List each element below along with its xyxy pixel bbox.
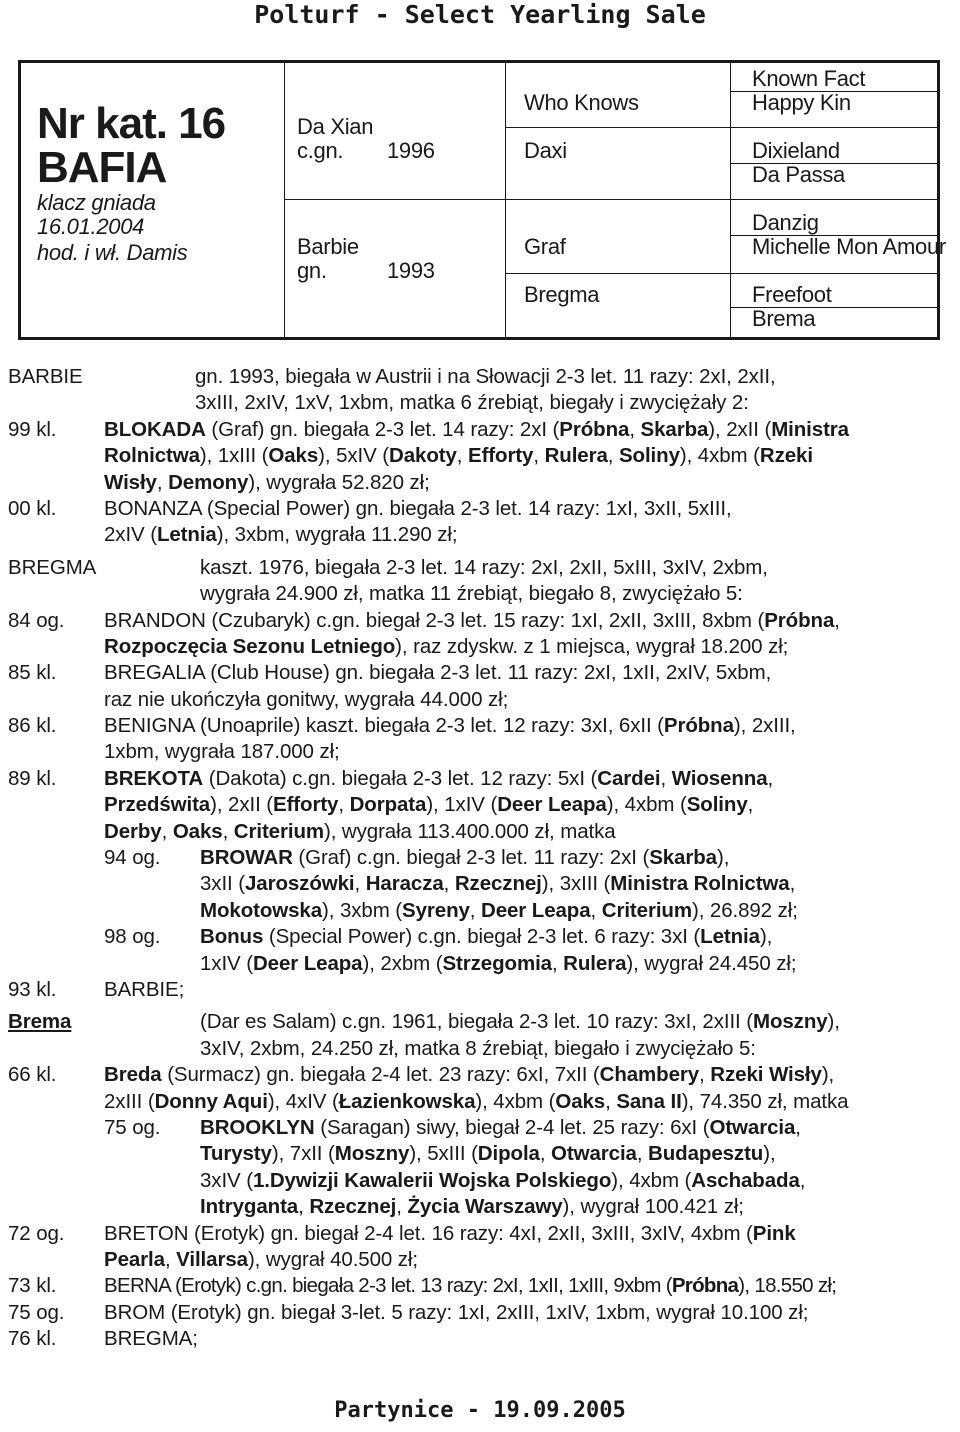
text-run: ,	[636, 1142, 649, 1166]
offspring-label: 75 og.	[104, 1115, 161, 1139]
text-run: ), wygrał 24.450 zł;	[626, 951, 797, 975]
line-text	[200, 1194, 744, 1220]
text-run: (Graf) gn. biegała 2-3 let. 14 razy: 2xI (	[205, 417, 560, 441]
great-grandparent-name: Da Passa	[752, 162, 845, 187]
text-run: ), 2xII (	[708, 417, 772, 441]
text-line	[0, 555, 960, 581]
text-run: (Special Power) c.gn. biegał 2-3 let. 6 razy: 3xI (	[263, 925, 701, 949]
text-run: ,	[767, 766, 774, 790]
page-header	[0, 0, 960, 30]
line-label: 86 kl.	[8, 714, 57, 738]
text-line	[0, 1089, 960, 1115]
race-name: Criterium	[601, 898, 692, 922]
family-history	[0, 364, 960, 1352]
text-run: ), 7xII (	[271, 1142, 335, 1166]
line-text	[104, 470, 430, 496]
line-text	[104, 819, 616, 845]
text-run: BROM (Erotyk) gn. biegał 3-let. 5 razy: 1xI, 2xIII, 1xIV, 1xbm, wygrał 10.100 zł;	[104, 1300, 809, 1324]
grandparent-name: Who Knows	[524, 90, 639, 115]
race-name: Soliny	[686, 793, 748, 817]
line-label: 99 kl.	[8, 417, 57, 441]
text-run: ,	[456, 444, 468, 468]
race-name: Criterium	[233, 819, 324, 843]
text-run: BARBIE;	[104, 977, 185, 1001]
text-line	[0, 443, 960, 469]
text-run: ), 5xIII (	[409, 1142, 478, 1166]
text-run: wygrała 24.900 zł, matka 11 źrebiąt, biegało 8, zwyciężało 5:	[200, 582, 743, 606]
race-name: Dipola	[477, 1142, 540, 1166]
sire-name: Da Xian	[297, 114, 374, 139]
text-line	[0, 470, 960, 496]
text-run: ,	[298, 1195, 310, 1219]
page-footer	[0, 1398, 960, 1423]
race-name: Próbna	[764, 608, 835, 632]
text-line	[0, 1168, 960, 1194]
text-run: raz nie ukończyła gonitwy, wygrała 44.000 zł;	[104, 687, 509, 711]
text-run: ), 26.892 zł;	[691, 898, 798, 922]
race-name: Turysty	[200, 1142, 272, 1166]
race-name: Donny Aqui	[154, 1089, 268, 1113]
text-run: ), 3xIII (	[541, 872, 611, 896]
race-name: Strzegomia	[442, 951, 552, 975]
line-text	[104, 1247, 418, 1273]
line-label: Brema	[8, 1010, 72, 1034]
horse-sex-color: klacz gniada	[37, 190, 156, 215]
dam-year: 1993	[387, 258, 435, 283]
grandparent-name: Graf	[524, 234, 566, 259]
line-text	[200, 1141, 776, 1167]
race-name: Syreny	[402, 898, 470, 922]
race-name: Sana II	[616, 1089, 682, 1113]
race-name: Budapesztu	[648, 1142, 764, 1166]
text-run: 3xIV, 2xbm, 24.250 zł, matka 8 źrebiąt, biegało i zwyciężało 5:	[200, 1036, 756, 1060]
text-run: (Surmacz) gn. biegała 2-4 let. 23 razy: 6xI, 7xII (	[161, 1063, 600, 1087]
text-run: (Graf) c.gn. biegał 2-3 let. 11 razy: 2xI (	[292, 846, 650, 870]
text-run: BRETON (Erotyk) gn. biegał 2-4 let. 16 razy: 4xI, 2xII, 3xIII, 3xIV, 4xbm (	[104, 1221, 753, 1245]
line-label: 75 og.	[8, 1300, 65, 1324]
text-run: ,	[533, 444, 545, 468]
race-name: Chambery	[599, 1063, 700, 1087]
race-name: Mokotowska	[200, 898, 323, 922]
text-run: kaszt. 1976, biegała 2-3 let. 14 razy: 2xI, 2xII, 5xIII, 3xIV, 2xbm,	[200, 555, 768, 579]
great-grandparent-name: Known Fact	[752, 66, 866, 91]
line-text	[104, 1326, 198, 1352]
catalog-number: Nr kat. 16	[37, 99, 226, 148]
text-line	[0, 1247, 960, 1273]
great-grandparent-name: Freefoot	[752, 282, 832, 307]
line-text	[200, 871, 795, 897]
race-name: Rzeki Wisły	[710, 1063, 822, 1087]
race-name: BROOKLYN	[200, 1115, 315, 1139]
race-name: Próbna	[671, 1274, 739, 1298]
text-run: ,	[699, 1063, 711, 1087]
text-run: ), 4xbm (	[606, 793, 687, 817]
text-line	[0, 792, 960, 818]
text-line	[0, 608, 960, 634]
line-text	[104, 1062, 834, 1088]
race-name: Intryganta	[200, 1195, 299, 1219]
race-name: Demony	[168, 470, 249, 494]
text-run: ,	[747, 793, 754, 817]
text-run: ), 2xbm (	[362, 951, 443, 975]
text-run: BENIGNA (Unoaprile) kaszt. biegała 2-3 let. 12 razy: 3xI, 6xII (	[104, 714, 664, 738]
race-name: Villarsa	[176, 1247, 248, 1271]
race-name: BREKOTA	[104, 766, 204, 790]
text-line	[0, 819, 960, 845]
race-name: Letnia	[156, 523, 217, 547]
text-run: ,	[222, 819, 234, 843]
race-name: Ministra Rolnictwa	[610, 872, 790, 896]
text-line	[0, 924, 960, 950]
race-name: Przedświta	[104, 793, 211, 817]
text-line	[0, 766, 960, 792]
line-text	[104, 792, 753, 818]
text-run: ,	[799, 1168, 806, 1192]
sire-color: c.gn.	[297, 138, 344, 163]
text-run: ), 1xIII (	[199, 444, 269, 468]
text-run: ,	[443, 872, 455, 896]
text-run: 3xIII, 2xIV, 1xV, 1xbm, matka 6 źrebiąt, biegały i zwyciężały 2:	[195, 391, 749, 415]
text-line	[0, 1036, 960, 1062]
text-run: ), wygrała 52.820 zł;	[248, 470, 430, 494]
text-line	[0, 522, 960, 548]
text-run: ,	[629, 417, 641, 441]
text-run: ), 74.350 zł, matka	[681, 1089, 849, 1113]
race-name: 1.Dywizji Kawalerii Wojska Polskiego	[252, 1168, 612, 1192]
text-run: 2xIV (	[104, 523, 157, 547]
race-name: Rulera	[563, 951, 627, 975]
sale-date: Partynice - 19.09.2005	[334, 1398, 626, 1423]
text-line	[0, 871, 960, 897]
great-grandparent-name: Brema	[752, 306, 816, 331]
text-run: BRANDON (Czubaryk) c.gn. biegał 2-3 let. 15 razy: 1xI, 2xII, 3xIII, 8xbm (	[104, 608, 765, 632]
line-label: 93 kl.	[8, 977, 57, 1001]
text-run: ,	[354, 872, 366, 896]
race-name: Oaks	[555, 1089, 606, 1113]
text-run: ,	[338, 793, 350, 817]
line-label: 66 kl.	[8, 1063, 57, 1087]
grandparent-name: Bregma	[524, 282, 600, 307]
text-run: ), 2xII (	[210, 793, 273, 817]
race-name: Derby	[104, 819, 162, 843]
race-name: Skarba	[649, 846, 717, 870]
text-run: 2xIII (	[104, 1089, 155, 1113]
line-text	[104, 1221, 796, 1247]
text-run: ),	[827, 1010, 840, 1034]
line-text	[195, 364, 776, 390]
line-text	[200, 924, 772, 950]
text-line	[0, 1194, 960, 1220]
race-name: Bonus	[200, 925, 264, 949]
text-run: BREGALIA (Club House) gn. biegała 2-3 let. 11 razy: 2xI, 1xII, 2xIV, 5xbm,	[104, 661, 772, 685]
line-text	[104, 443, 813, 469]
text-run: ,	[161, 819, 173, 843]
line-text	[200, 845, 729, 871]
text-run: ), 1xIV (	[426, 793, 498, 817]
race-name: Życia Warszawy	[407, 1195, 563, 1219]
race-name: Wisły	[104, 470, 157, 494]
text-run: ,	[551, 951, 564, 975]
text-run: ), 4xbm (	[611, 1168, 692, 1192]
horse-breeder: hod. i wł. Damis	[37, 240, 188, 265]
pedigree-divider	[505, 127, 940, 128]
pedigree-divider	[505, 63, 506, 337]
text-line	[0, 713, 960, 739]
race-name: Rzecznej	[309, 1195, 397, 1219]
text-run: (Dakota) c.gn. biegała 2-3 let. 12 razy: 5xI (	[203, 766, 598, 790]
text-run: ), wygrał 100.421 zł;	[562, 1195, 744, 1219]
great-grandparent-name: Dixieland	[752, 138, 840, 163]
text-line	[0, 1009, 960, 1035]
line-text	[200, 898, 798, 924]
race-name: Rolnictwa	[104, 444, 200, 468]
text-run: ), 5xIV (	[318, 444, 390, 468]
pedigree-divider	[284, 199, 940, 200]
race-name: Deer Leapa	[481, 898, 591, 922]
text-run: ,	[164, 1247, 177, 1271]
pedigree-table	[18, 60, 946, 340]
line-text	[104, 1089, 848, 1115]
grandparent-name: Daxi	[524, 138, 567, 163]
text-run: ), 3xbm (	[322, 898, 403, 922]
text-run: BONANZA (Special Power) gn. biegała 2-3 let. 14 razy: 1xI, 3xII, 5xIII,	[104, 496, 732, 520]
race-name: Dorpata	[349, 793, 427, 817]
text-line	[0, 898, 960, 924]
race-name: Moszny	[334, 1142, 410, 1166]
text-run: ,	[156, 470, 169, 494]
race-name: Rozpoczęcia Sezonu Letniego	[104, 634, 396, 658]
text-line	[0, 845, 960, 871]
text-run: ,	[789, 872, 796, 896]
line-text	[200, 1115, 801, 1141]
line-text	[104, 522, 457, 548]
race-name: Haracza	[365, 872, 444, 896]
text-run: ,	[795, 1115, 801, 1139]
text-line	[0, 687, 960, 713]
text-run: 3xIV (	[200, 1168, 253, 1192]
text-line	[0, 1062, 960, 1088]
text-run: ,	[660, 766, 672, 790]
race-name: Aschabada	[691, 1168, 800, 1192]
text-run: ,	[539, 1142, 552, 1166]
line-text	[104, 977, 184, 1003]
text-run: ), 4xIV (	[267, 1089, 339, 1113]
race-name: Próbna	[559, 417, 630, 441]
pedigree-divider	[730, 63, 731, 337]
text-run: ), 4xbm (	[679, 444, 760, 468]
line-text	[104, 766, 773, 792]
great-grandparent-name: Happy Kin	[752, 90, 851, 115]
line-text	[104, 739, 340, 765]
line-label: 89 kl.	[8, 766, 57, 790]
great-grandparent-name: Michelle Mon Amour	[752, 234, 946, 259]
text-run: BREGMA;	[104, 1327, 198, 1351]
text-line	[0, 951, 960, 977]
race-name: Efforty	[273, 793, 339, 817]
line-text	[200, 555, 768, 581]
text-run: 1xIV (	[200, 951, 253, 975]
offspring-label: 94 og.	[104, 846, 161, 870]
race-name: Rzeki	[759, 444, 813, 468]
text-line	[0, 364, 960, 390]
text-run: ), wygrał 40.500 zł;	[247, 1247, 418, 1271]
line-label: 84 og.	[8, 608, 65, 632]
race-name: Skarba	[640, 417, 709, 441]
race-name: Oaks	[268, 444, 319, 468]
text-run: ), 18.550 zł;	[738, 1274, 837, 1298]
race-name: Efforty	[468, 444, 534, 468]
race-name: Rzecznej	[454, 872, 542, 896]
race-name: Soliny	[618, 444, 680, 468]
race-name: Rulera	[544, 444, 608, 468]
horse-name: BAFIA	[37, 143, 167, 192]
sale-title: Polturf - Select Yearling Sale	[254, 0, 706, 29]
race-name: Otwarcia	[551, 1142, 637, 1166]
line-label: 72 og.	[8, 1221, 65, 1245]
line-text	[104, 687, 508, 713]
text-run: ,	[469, 898, 481, 922]
text-run: gn. 1993, biegała w Austrii i na Słowacji 2-3 let. 11 razy: 2xI, 2xII,	[195, 365, 776, 388]
text-line	[0, 634, 960, 660]
text-run: ,	[834, 608, 840, 632]
text-run: ),	[821, 1063, 835, 1087]
text-line	[0, 417, 960, 443]
text-run: ),	[763, 1142, 776, 1166]
race-name: BROWAR	[200, 846, 293, 870]
line-text	[104, 713, 796, 739]
line-text	[104, 660, 771, 686]
text-line	[0, 390, 960, 416]
text-line	[0, 1326, 960, 1352]
race-name: BLOKADA	[104, 417, 206, 441]
race-name: Oaks	[172, 819, 223, 843]
text-run: ,	[607, 444, 619, 468]
line-text	[104, 608, 840, 634]
text-run: ,	[590, 898, 602, 922]
line-label: 76 kl.	[8, 1327, 57, 1351]
offspring-label: 98 og.	[104, 925, 161, 949]
line-label: BARBIE	[8, 365, 83, 388]
text-run: ), 2xIII,	[733, 714, 796, 738]
text-line	[0, 1141, 960, 1167]
pedigree-divider	[505, 273, 940, 274]
text-run: 1xbm, wygrała 187.000 zł;	[104, 740, 340, 764]
text-line	[0, 977, 960, 1003]
text-line	[0, 660, 960, 686]
dam-name: Barbie	[297, 234, 359, 259]
text-run: 3xII (	[200, 872, 245, 896]
text-run: ,	[396, 1195, 408, 1219]
line-text	[200, 1036, 756, 1062]
line-text	[104, 496, 732, 522]
sire-year: 1996	[387, 138, 435, 163]
race-name: Cardei	[597, 766, 661, 790]
line-text	[104, 634, 788, 660]
text-run: ), wygrała 113.400.000 zł, matka	[324, 819, 616, 843]
text-run: ),	[759, 925, 773, 949]
line-text	[195, 390, 749, 416]
line-text	[104, 1300, 808, 1326]
text-run: ,	[605, 1089, 617, 1113]
race-name: Łazienkowska	[338, 1089, 476, 1113]
text-run: (Saragan) siwy, biegał 2-4 let. 25 razy: 6xI (	[314, 1115, 710, 1139]
race-name: Jaroszówki	[244, 872, 355, 896]
text-line	[0, 581, 960, 607]
horse-birthdate: 16.01.2004	[37, 214, 145, 239]
text-run: ),	[716, 846, 730, 870]
text-line	[0, 1300, 960, 1326]
race-name: Pink	[752, 1221, 796, 1245]
text-line	[0, 1221, 960, 1247]
race-name: Moszny	[752, 1010, 828, 1034]
text-line	[0, 1273, 960, 1299]
race-name: Ministra	[771, 417, 849, 441]
text-line	[0, 496, 960, 522]
line-text	[104, 1273, 836, 1299]
race-name: Deer Leapa	[497, 793, 607, 817]
line-text	[104, 417, 849, 443]
race-name: Letnia	[700, 925, 760, 949]
race-name: Próbna	[663, 714, 734, 738]
text-run: ), raz zdyskw. z 1 miejsca, wygrał 18.200 zł;	[395, 634, 789, 658]
race-name: Otwarcia	[709, 1115, 796, 1139]
race-name: Deer Leapa	[252, 951, 363, 975]
text-run: (Dar es Salam) c.gn. 1961, biegała 2-3 let. 10 razy: 3xI, 2xIII (	[200, 1010, 753, 1034]
race-name: Pearla	[104, 1247, 165, 1271]
text-run: ), 3xbm, wygrała 11.290 zł;	[216, 523, 458, 547]
line-label: 73 kl.	[8, 1274, 57, 1298]
race-name: Wiosenna	[671, 766, 768, 790]
line-label: 85 kl.	[8, 661, 57, 685]
line-text	[200, 951, 796, 977]
race-name: Dakoty	[389, 444, 457, 468]
line-text	[200, 1009, 840, 1035]
line-text	[200, 1168, 805, 1194]
line-label: 00 kl.	[8, 496, 57, 520]
pedigree-divider	[284, 63, 285, 337]
text-line	[0, 739, 960, 765]
race-name: Breda	[104, 1063, 162, 1087]
great-grandparent-name: Danzig	[752, 210, 819, 235]
line-label: BREGMA	[8, 555, 97, 579]
dam-color: gn.	[297, 258, 327, 283]
text-run: BERNA (Erotyk) c.gn. biegała 2-3 let. 13 razy: 2xI, 1xII, 1xIII, 9xbm (	[104, 1274, 672, 1298]
text-run: ), 4xbm (	[475, 1089, 556, 1113]
text-line	[0, 1115, 960, 1141]
line-text	[200, 581, 743, 607]
